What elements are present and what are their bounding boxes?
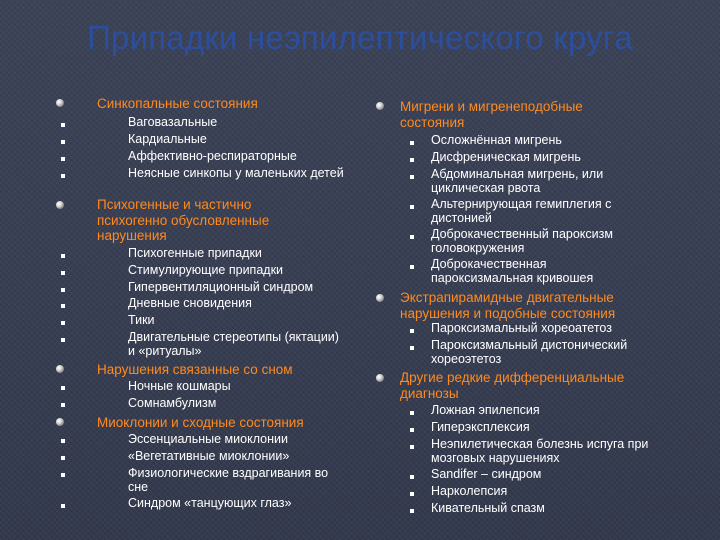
list-item: Кивательный спазм bbox=[431, 501, 545, 515]
list-item: Ночные кошмары bbox=[128, 379, 231, 393]
list-item: Синдром «танцующих глаз» bbox=[128, 496, 292, 510]
list-item: Ваговазальные bbox=[128, 115, 218, 129]
section-heading: Нарушения связанные со сном bbox=[97, 362, 293, 377]
list-item: Доброкачественная пароксизмальная кривошея bbox=[431, 257, 594, 285]
bullet-square-icon bbox=[61, 157, 65, 161]
list-item: Двигательные стереотипы (яктации) и «ритуалы» bbox=[128, 330, 339, 358]
section-heading: Миоклонии и сходные состояния bbox=[97, 415, 304, 430]
list-item: Аффективно-респираторные bbox=[128, 149, 297, 163]
bullet-ball-icon bbox=[56, 99, 64, 107]
section-heading: Синкопальные состояния bbox=[97, 96, 258, 111]
list-item: Sandifer – синдром bbox=[431, 467, 542, 481]
bullet-square-icon bbox=[410, 346, 414, 350]
list-item: «Вегетативные миоклонии» bbox=[128, 449, 290, 463]
bullet-square-icon bbox=[410, 329, 414, 333]
bullet-square-icon bbox=[61, 403, 65, 407]
bullet-square-icon bbox=[410, 158, 414, 162]
bullet-square-icon bbox=[61, 304, 65, 308]
bullet-square-icon bbox=[410, 205, 414, 209]
list-item: Кардиальные bbox=[128, 132, 207, 146]
bullet-square-icon bbox=[410, 445, 414, 449]
bullet-square-icon bbox=[61, 386, 65, 390]
bullet-square-icon bbox=[410, 492, 414, 496]
bullet-square-icon bbox=[410, 175, 414, 179]
list-item: Пароксизмальный хореоатетоз bbox=[431, 321, 612, 335]
bullet-square-icon bbox=[61, 271, 65, 275]
bullet-square-icon bbox=[61, 123, 65, 127]
list-item: Альтернирующая гемиплегия с дистонией bbox=[431, 197, 612, 225]
bullet-square-icon bbox=[61, 174, 65, 178]
list-item: Тики bbox=[128, 313, 155, 327]
list-item: Стимулирующие припадки bbox=[128, 263, 284, 277]
list-item: Осложнённая мигрень bbox=[431, 133, 562, 147]
bullet-square-icon bbox=[410, 509, 414, 513]
section-heading: Мигрени и мигренеподобные состояния bbox=[400, 99, 583, 130]
list-item: Нарколепсия bbox=[431, 484, 508, 498]
bullet-ball-icon bbox=[56, 418, 64, 426]
bullet-ball-icon bbox=[376, 374, 384, 382]
bullet-square-icon bbox=[61, 140, 65, 144]
list-item: Неясные синкопы у маленьких детей bbox=[128, 166, 344, 180]
bullet-square-icon bbox=[410, 235, 414, 239]
list-item: Сомнамбулизм bbox=[128, 396, 217, 410]
list-item: Ложная эпилепсия bbox=[431, 403, 540, 417]
section-heading: Экстрапирамидные двигательные нарушения и подобные состояния bbox=[400, 290, 616, 321]
bullet-ball-icon bbox=[376, 294, 384, 302]
bullet-square-icon bbox=[61, 254, 65, 258]
bullet-square-icon bbox=[410, 411, 414, 415]
slide-title: Припадки неэпилептического круга bbox=[87, 19, 633, 56]
list-item: Пароксизмальный дистонический хореоэтетоз bbox=[431, 338, 628, 366]
section-heading: Психогенные и частично психогенно обусловленные нарушения bbox=[97, 197, 270, 243]
bullet-square-icon bbox=[410, 428, 414, 432]
bullet-square-icon bbox=[61, 439, 65, 443]
list-item: Гипервентиляционный синдром bbox=[128, 280, 314, 294]
bullet-square-icon bbox=[410, 475, 414, 479]
list-item: Гиперэксплексия bbox=[431, 420, 530, 434]
bullet-square-icon bbox=[410, 141, 414, 145]
bullet-square-icon bbox=[61, 504, 65, 508]
list-item: Психогенные припадки bbox=[128, 246, 262, 260]
bullet-square-icon bbox=[61, 473, 65, 477]
list-item: Доброкачественный пароксизм головокружения bbox=[431, 227, 613, 255]
list-item: Абдоминальная мигрень, или циклическая рвота bbox=[431, 167, 604, 195]
section-heading: Другие редкие дифференциальные диагнозы bbox=[400, 370, 625, 401]
bullet-ball-icon bbox=[56, 201, 64, 209]
list-item: Эссенциальные миоклонии bbox=[128, 432, 288, 446]
bullet-ball-icon bbox=[56, 365, 64, 373]
bullet-square-icon bbox=[61, 321, 65, 325]
list-item: Дневные сновидения bbox=[128, 296, 252, 310]
list-item: Физиологические вздрагивания во сне bbox=[128, 466, 329, 494]
bullet-square-icon bbox=[61, 338, 65, 342]
bullet-square-icon bbox=[410, 265, 414, 269]
bullet-square-icon bbox=[61, 288, 65, 292]
bullet-ball-icon bbox=[376, 102, 384, 110]
bullet-square-icon bbox=[61, 456, 65, 460]
list-item: Неэпилетическая болезнь испуга при мозговых нарушениях bbox=[431, 437, 649, 465]
list-item: Дисфреническая мигрень bbox=[431, 150, 581, 164]
